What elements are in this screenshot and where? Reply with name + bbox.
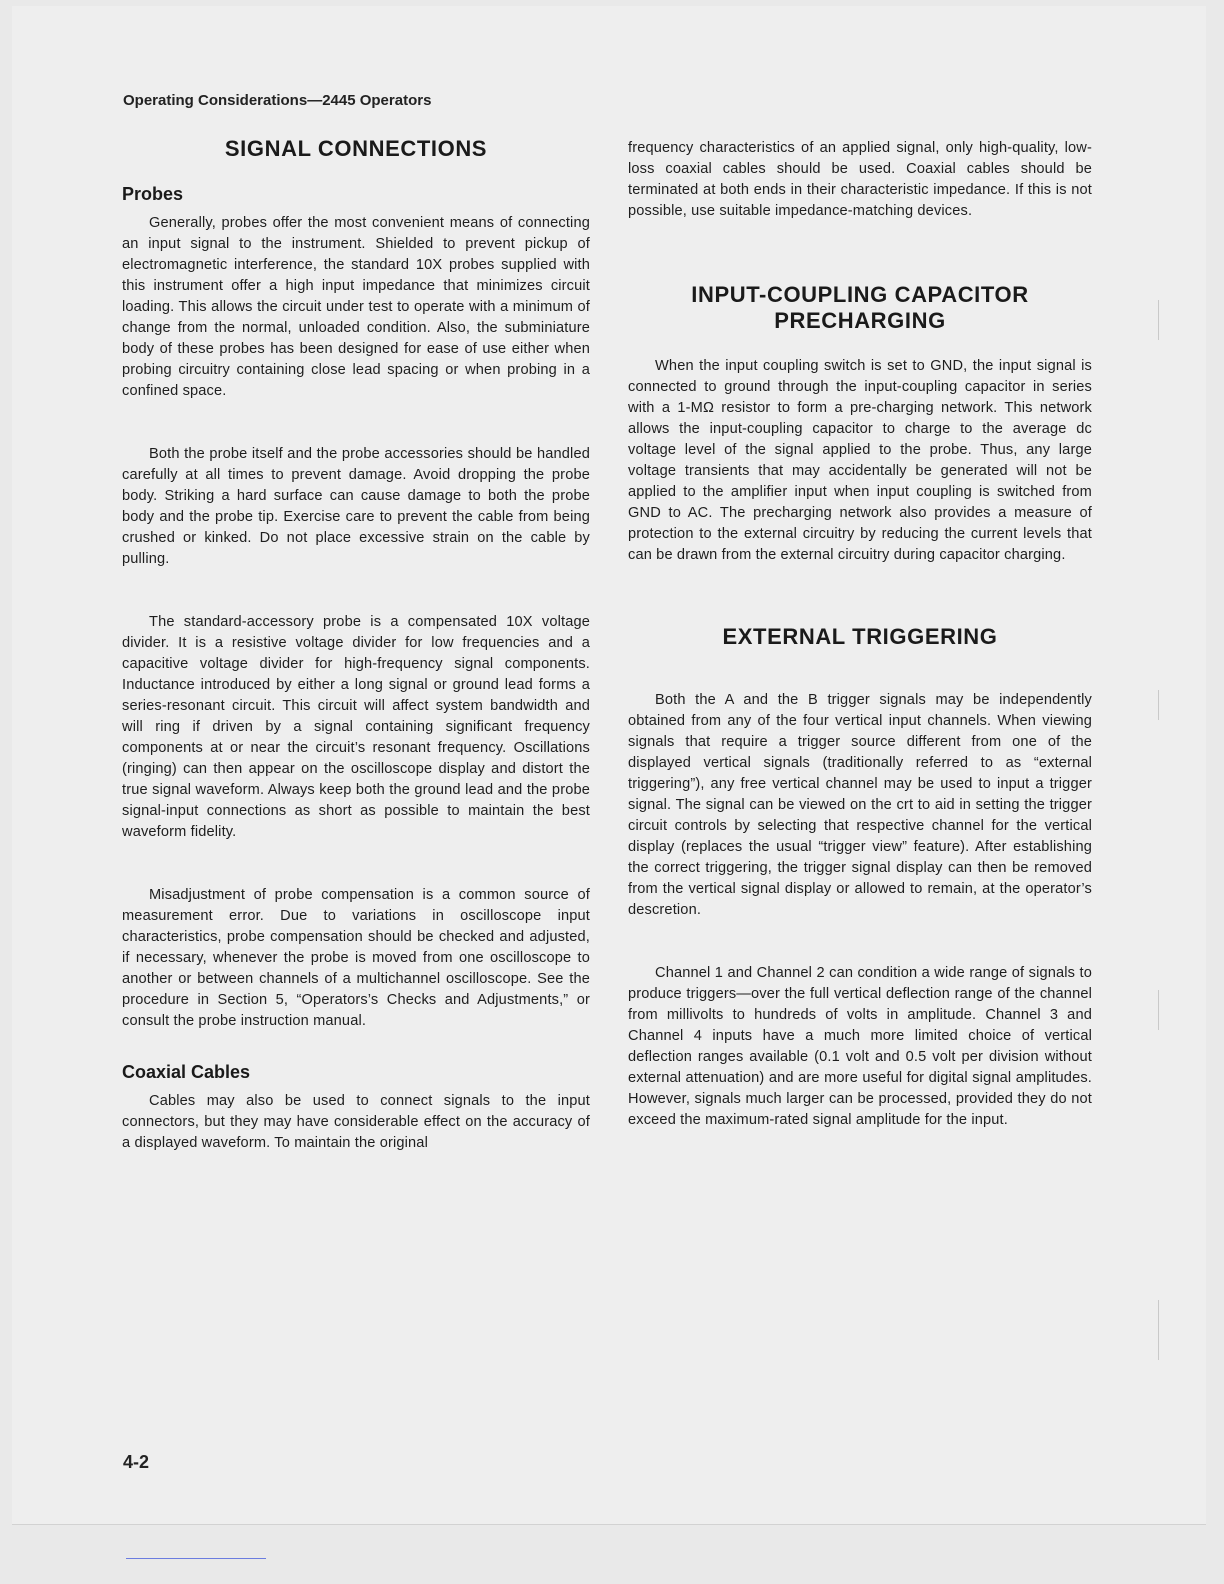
left-column bbox=[122, 136, 590, 1154]
subheading-probes: Probes bbox=[122, 184, 184, 204]
coax-paragraph-1: Cables may also be used to connect signals to the input connectors, but they may have considerable effect on the accuracy of a displayed waveform. To maintain the original bbox=[122, 1093, 590, 1151]
ext-trig-paragraph-2: Channel 1 and Channel 2 can condition a wide range of signals to produce triggers—over the full vertical deflection range of the channel from millivolts to hundreds of volts in amplitude. Channel 3 and Channel 4 inputs have a much more limited choice of vertical deflection ranges available (0.1 volt and 0.5 volt per division without external attenuation) and are more useful for digital signal amplitudes. However, signals much larger can be processed, provided they do not exceed the maximum-rated signal amplitude for the input. bbox=[628, 965, 1092, 1128]
page-number: 4-2 bbox=[123, 1452, 150, 1472]
probes-paragraph-3: The standard-accessory probe is a compensated 10X voltage divider. It is a resistive voltage divider for low frequencies and a capacitive voltage divider for high-frequency signal components. Inductance introduced by either a long signal or ground lead forms a series-resonant circuit. This circuit will affect system bandwidth and will ring if driven by a signal containing significant frequency components at or near the circuit’s resonant frequency. Oscillations (ringing) can then appear on the oscilloscope display and distort the true signal waveform. Always keep both the ground lead and the probe signal-input connections as short as possible to maintain the best waveform fidelity. bbox=[122, 614, 590, 840]
scan-edge-mark bbox=[1158, 690, 1159, 720]
probes-paragraph-2: Both the probe itself and the probe accessories should be handled carefully at all times to prevent damage. Avoid dropping the probe body. Striking a hard surface can cause damage to both the probe body and the probe tip. Exercise care to prevent the cable from being crushed or kinked. Do not place excessive strain on the cable by pulling. bbox=[122, 446, 590, 567]
section-title-precharging-line-1: INPUT-COUPLING CAPACITOR bbox=[691, 282, 1029, 307]
coax-paragraph-continued: frequency characteristics of an applied signal, only high-quality, low-loss coaxial cables should be used. Coaxial cables should be terminated at both ends in their characteristic impedance. If this is not possible, use suitable impedance-matching devices. bbox=[628, 140, 1092, 219]
probes-paragraph-4: Misadjustment of probe compensation is a common source of measurement error. Due to variations in oscilloscope input characteristics, probe compensation should be checked and adjusted, if necessary, whenever the probe is moved from one oscilloscope to another or between channels of a multichannel oscilloscope. See the procedure in Section 5, “Operators’s Checks and Adjustments,” or consult the probe instruction manual. bbox=[122, 887, 590, 1029]
probes-paragraph-1: Generally, probes offer the most convenient means of connecting an input signal to the instrument. Shielded to prevent pickup of electromagnetic interference, the standard 10X probes supplied with this instrument offer a high input impedance that minimizes circuit loading. This allows the circuit under test to operate with a minimum of change from the normal, unloaded condition. Also, the subminiature body of these probes has been designed for ease of use either when probing circuitry containing close lead spacing or when probing in a confined space. bbox=[122, 215, 590, 399]
subheading-coaxial-cables: Coaxial Cables bbox=[122, 1062, 251, 1082]
ext-trig-paragraph-1: Both the A and the B trigger signals may be independently obtained from any of the four vertical input channels. When viewing signals that require a trigger source different from one of the displayed vertical signals (traditionally referred to as “external triggering”), any free vertical channel may be used to input a trigger signal. The signal can be viewed on the crt to aid in setting the trigger circuit controls by selecting that respective channel for the vertical display (replaces the usual “trigger view” feature). After establishing the correct triggering, the trigger signal display can then be removed from the vertical signal display or allowed to remain, at the operator’s descretion. bbox=[628, 692, 1092, 918]
bottom-rule bbox=[126, 1558, 266, 1559]
scan-edge-mark bbox=[1158, 300, 1159, 340]
right-column bbox=[628, 136, 1092, 1131]
section-title-external-triggering: EXTERNAL TRIGGERING bbox=[722, 624, 998, 649]
precharge-paragraph-1: When the input coupling switch is set to GND, the input signal is connected to ground through the input-coupling capacitor in series with a 1-MΩ resistor to form a pre-charging network. This network allows the input-coupling capacitor to charge to the average dc voltage level of the signal applied to the probe. Thus, any large voltage transients that may accidentally be generated will not be applied to the amplifier input when input coupling is switched from GND to AC. The precharging network also provides a measure of protection to the external circuitry by reducing the current levels that can be drawn from the external circuitry during capacitor charging. bbox=[628, 358, 1092, 563]
running-head: Operating Considerations—2445 Operators bbox=[123, 92, 432, 109]
section-title-precharging-line-2: PRECHARGING bbox=[774, 308, 946, 333]
scan-edge-mark bbox=[1158, 990, 1159, 1030]
section-title-signal-connections: SIGNAL CONNECTIONS bbox=[224, 136, 488, 161]
scan-edge-mark bbox=[1158, 1300, 1159, 1360]
